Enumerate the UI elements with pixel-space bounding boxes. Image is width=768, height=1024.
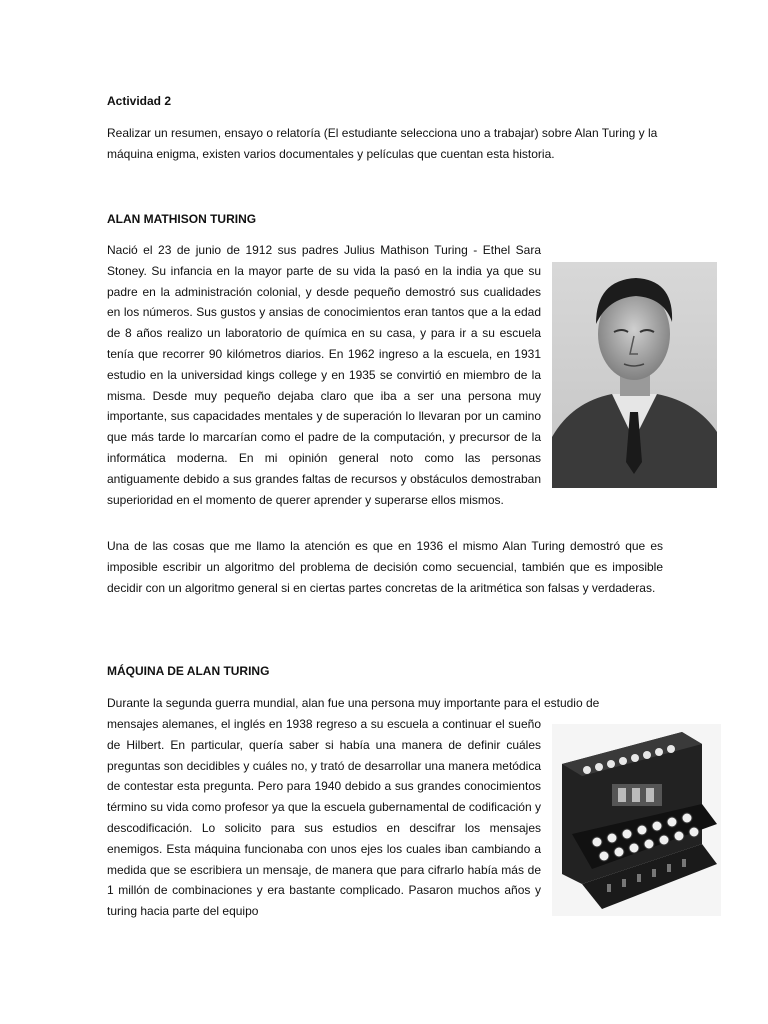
machine-paragraph-first-line: Durante la segunda guerra mundial, alan fue una persona muy importante para el estudio de <box>107 696 600 710</box>
turing-portrait-image <box>552 262 717 488</box>
algorithm-paragraph: Una de las cosas que me llamo la atención es que en 1936 el mismo Alan Turing demostró que es imposible escribir un algoritmo del problema de decisión como secuencial, también que es imposible decidir con un algoritmo general si en ciertas partes concretas de la aritmética son falsas y verdaderas. <box>107 539 663 595</box>
intro-paragraph: Realizar un resumen, ensayo o relatoría (El estudiante selecciona uno a trabajar) sobre Alan Turing y la máquina enigma, existen varios documentales y películas que cuentan esta historia. <box>107 126 658 161</box>
biography-paragraph: Nació el 23 de junio de 1912 sus padres Julius Mathison Turing - Ethel Sara Stoney. Su infancia en la mayor parte de su vida la pasó en la india ya que su padre en la administración colonial, y desde pequeño demostró sus cualidades en los números. Sus gustos y ansias de conocimientos eran tantos que a la edad de 8 años realizo un laboratorio de química en su casa, y para ir a su escuela tenía que recorrer 90 kilómetros diarios. En 1962 ingreso a la escuela, en 1931 estudio en la universidad kings college y en 1935 se convirtió en miembro de la misma. Desde muy pequeño dejaba claro que iba a ser una persona muy importante, sus capacidades mentales y de superación lo llevaran por un camino que más tarde lo marcarían como el padre de la computación, y precursor de la informática moderna. En mi opinión general noto como las personas antiguamente debido a sus grandes faltas de recursos y obstáculos demostraban superioridad en el momento de querer aprender y superarse ellos mismos. <box>107 243 541 507</box>
enigma-machine-image <box>552 724 721 916</box>
activity-title: Actividad 2 <box>107 94 172 108</box>
machine-paragraph: mensajes alemanes, el inglés en 1938 regreso a su escuela a continuar el sueño de Hilbert. En particular, quería saber si había una manera de definir cuáles preguntas son decidibles y cuáles no, y trató de desarrollar una manera metódica de contestar esta pregunta. Pero para 1940 debido a sus grandes conocimientos término su vida como profesor ya que la escuela gubernamental de codificación y descodificación. Lo solicito para sus estudios en descifrar los mensajes enemigos. Esta máquina funcionaba con unos ejes los cuales iban cambiando a medida que se escribiera un mensaje, de manera que para cifrarlo había más de 1 millón de combinaciones y era bastante complicado. Pasaron muchos años y turing hacia parte del equipo <box>107 717 541 919</box>
section-heading-turing: ALAN MATHISON TURING <box>107 212 257 226</box>
section-heading-machine: MÁQUINA DE ALAN TURING <box>107 664 270 678</box>
